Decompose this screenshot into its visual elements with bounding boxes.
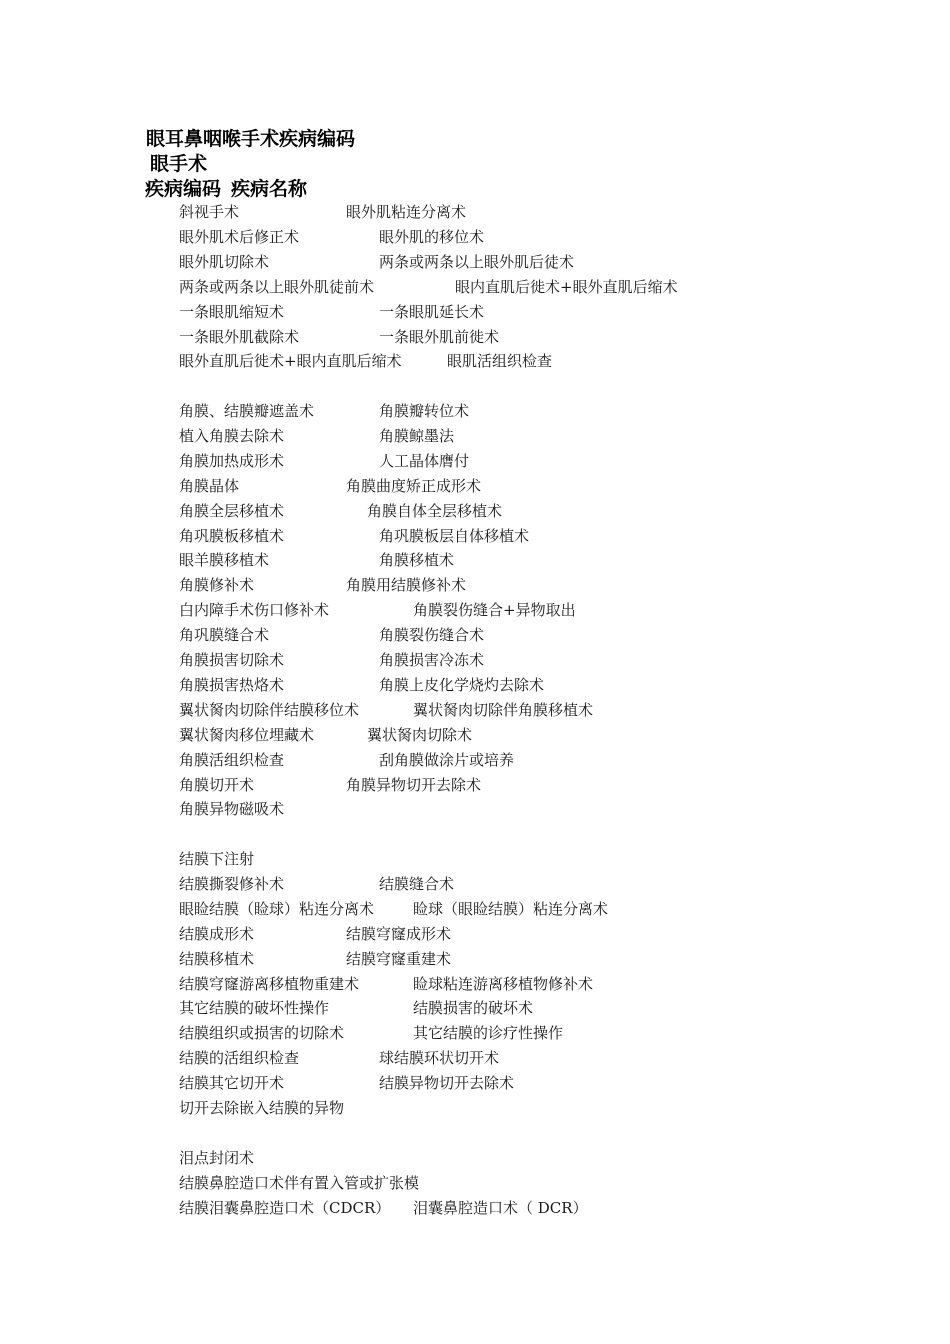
procedure-name: 角膜、结膜瓣遮盖术 [179, 402, 315, 420]
procedure-name: 白内障手术伤口修补术 [179, 601, 330, 620]
procedure-name: 植入角膜去除术 [179, 426, 285, 445]
column-header-code: 疾病编码 [145, 178, 222, 200]
procedure-name: 球结膜环状切开术 [379, 1049, 500, 1068]
procedure-name: 角巩膜板层自体移植术 [379, 526, 530, 545]
procedure-name: 人工晶体膺付 [379, 451, 470, 470]
procedure-name: 眼肌活组织检查 [447, 352, 553, 371]
procedure-name: 角膜裂伤缝合术 [379, 626, 485, 645]
procedure-name: 角膜曲度矫正成形术 [346, 476, 482, 495]
procedure-name: 眼羊膜移植术 [179, 551, 270, 570]
procedure-name: 角膜用结膜修补术 [346, 576, 467, 595]
procedure-name: 一条眼外肌前徙术 [379, 327, 500, 346]
procedure-name: 一条眼外肌截除术 [179, 327, 300, 346]
procedure-name: 角膜鲸墨法 [379, 426, 455, 445]
procedure-name: 角膜损害冷冻术 [379, 651, 485, 669]
procedure-name: 翼状胬肉切除术 [367, 725, 473, 744]
procedure-name: 角膜上皮化学烧灼去除术 [379, 675, 545, 694]
procedure-name: 角膜损害热烙术 [179, 675, 285, 694]
procedure-name: 角膜全层移植术 [179, 501, 285, 520]
procedure-name: 角膜异物磁吸术 [179, 800, 285, 819]
procedure-name: 翼状胬肉切除伴结膜移位术 [179, 700, 360, 719]
procedure-name: 角膜切开术 [179, 775, 255, 794]
procedure-name: 结膜移植术 [179, 949, 255, 968]
procedure-name: 结膜异物切开去除术 [379, 1074, 515, 1093]
procedure-name: 其它结膜的破坏性操作 [179, 999, 330, 1018]
procedure-name: 刮角膜做涂片或培养 [379, 750, 515, 769]
procedure-name: 结膜穹窿成形术 [346, 924, 452, 943]
column-header-name: 疾病名称 [231, 178, 308, 200]
procedure-name: 结膜其它切开术 [179, 1074, 285, 1093]
procedure-name: 眼外肌粘连分离术 [346, 203, 467, 221]
procedure-name: 斜视手术 [179, 203, 240, 221]
procedure-name: 一条眼肌缩短术 [179, 302, 285, 321]
procedure-name: 角膜瓣转位术 [379, 402, 470, 420]
procedure-name: 结膜组织或损害的切除术 [179, 1024, 345, 1043]
procedure-name: 角膜损害切除术 [179, 651, 285, 669]
procedure-name: 角膜活组织检查 [179, 750, 285, 769]
procedure-name: 眼外肌切除术 [179, 252, 270, 271]
procedure-name: 结膜泪囊鼻腔造口术（CDCR） [179, 1198, 391, 1217]
procedure-name: 一条眼肌延长术 [379, 302, 485, 321]
procedure-name: 结膜穹窿游离移植物重建术 [179, 974, 360, 993]
document-subtitle: 眼手术 [150, 153, 208, 175]
document-title: 眼耳鼻咽喉手术疾病编码 [146, 128, 356, 150]
procedure-name: 泪点封闭术 [179, 1149, 255, 1167]
procedure-name: 结膜撕裂修补术 [179, 874, 285, 893]
procedure-name: 眼外肌术后修正术 [179, 227, 300, 246]
procedure-name: 眼外直肌后徙术+眼内直肌后缩术 [179, 352, 402, 371]
procedure-name: 结膜穹窿重建术 [346, 949, 452, 968]
procedure-name: 结膜缝合术 [379, 874, 455, 893]
procedure-name: 结膜成形术 [179, 924, 255, 943]
procedure-name: 睑球（眼睑结膜）粘连分离术 [413, 899, 609, 918]
procedure-name: 角膜裂伤缝合+异物取出 [413, 601, 576, 620]
procedure-name: 角巩膜板移植术 [179, 526, 285, 545]
procedure-name: 其它结膜的诊疗性操作 [413, 1024, 564, 1043]
procedure-name: 角膜加热成形术 [179, 451, 285, 470]
procedure-name: 结膜鼻腔造口术伴有置入管或扩张模 [179, 1173, 420, 1192]
procedure-name: 结膜损害的破坏术 [413, 999, 534, 1018]
procedure-name: 角膜自体全层移植术 [367, 501, 503, 520]
procedure-name: 角膜异物切开去除术 [346, 775, 482, 794]
procedure-name: 角膜修补术 [179, 576, 255, 595]
procedure-name: 泪囊鼻腔造口术（ DCR） [413, 1198, 588, 1217]
procedure-name: 翼状胬肉切除伴角膜移植术 [413, 700, 594, 719]
procedure-name: 角膜移植术 [379, 551, 455, 570]
procedure-name: 眼内直肌后徙术+眼外直肌后缩术 [455, 277, 678, 296]
column-headers [145, 174, 307, 201]
procedure-name: 眼外肌的移位术 [379, 227, 485, 246]
procedure-name: 两条或两条以上眼外肌徒前术 [179, 277, 375, 296]
procedure-name: 眼睑结膜（睑球）粘连分离术 [179, 899, 375, 918]
procedure-name: 睑球粘连游离移植物修补术 [413, 974, 594, 993]
procedure-name: 角巩膜缝合术 [179, 626, 270, 645]
procedure-name: 结膜下注射 [179, 850, 255, 868]
procedure-name: 切开去除嵌入结膜的异物 [179, 1099, 345, 1117]
procedure-name: 翼状胬肉移位埋藏术 [179, 725, 315, 744]
procedure-name: 两条或两条以上眼外肌后徒术 [379, 252, 575, 271]
procedure-name: 角膜晶体 [179, 476, 240, 495]
procedure-name: 结膜的活组织检查 [179, 1049, 300, 1068]
